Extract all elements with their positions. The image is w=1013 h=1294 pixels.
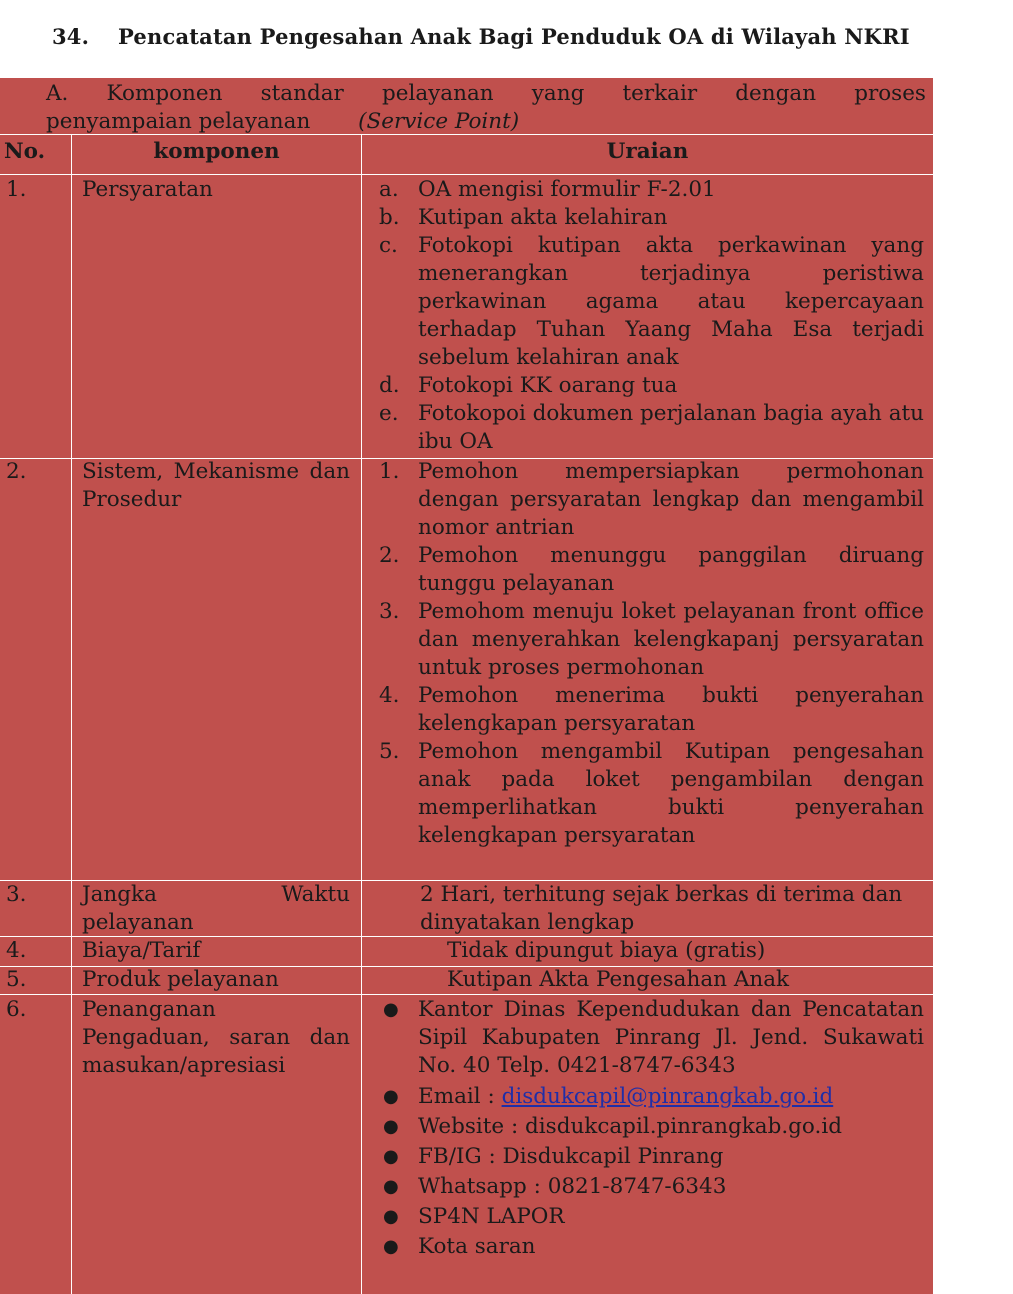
row-3-no: 3.	[6, 882, 27, 907]
row-1-no: 1.	[6, 177, 27, 202]
row-3-komponen: Jangka Waktu pelayanan	[82, 882, 350, 935]
list-item: b. Kutipan akta kelahiran	[379, 205, 668, 230]
bullet-icon: ●	[383, 1146, 399, 1167]
list-item: ● FB/IG : Disdukcapil Pinrang	[379, 1143, 924, 1171]
row-5-uraian: Kutipan Akta Pengesahan Anak	[447, 967, 790, 992]
grid-line	[0, 134, 933, 135]
header-komponen: komponen	[153, 139, 280, 164]
row-6-uraian	[379, 996, 924, 1261]
bullet-icon: ●	[383, 1176, 399, 1197]
row-6-komponen: Penanganan Pengaduan, saran dan masukan/apresiasi	[82, 997, 350, 1078]
service-table	[0, 78, 933, 1294]
list-item: a. OA mengisi formulir F-2.01	[379, 177, 716, 202]
bullet-icon: ●	[383, 1086, 399, 1107]
list-item: c. Fotokopi kutipan akta perkawinan yang menerangkan terjadinya peristiwa perkawinan agama atau kepercayaan terhadap Tuhan Yaang Maha Esa terjadi sebelum kelahiran anak	[379, 233, 924, 370]
list-item: 4. Pemohon menerima bukti penyerahan kelengkapan persyaratan	[379, 683, 924, 736]
bullet-icon: ●	[383, 1206, 399, 1227]
list-item: ● SP4N LAPOR	[379, 1203, 924, 1231]
title-number: 34.	[52, 24, 90, 49]
row-3-uraian: 2 Hari, terhitung sejak berkas di terima dan dinyatakan lengkap	[420, 882, 903, 935]
row-5-no: 5.	[6, 967, 27, 992]
list-item: 1. Pemohon mempersiapkan permohonan dengan persyaratan lengkap dan mengambil nomor antrian	[379, 459, 924, 540]
list-item: ● Kota saran	[379, 1233, 924, 1261]
row-1-uraian	[379, 176, 924, 456]
list-item: ● Kantor Dinas Kependudukan dan Pencatatan Sipil Kabupaten Pinrang Jl. Jend. Sukawati No. 40 Telp. 0421-8747-6343	[379, 996, 924, 1080]
bullet-icon: ●	[383, 1116, 399, 1137]
grid-line	[0, 994, 933, 995]
list-item: ● Email : disdukcapil@pinrangkab.go.id	[379, 1083, 924, 1111]
list-item: 2. Pemohon menunggu panggilan diruang tunggu pelayanan	[379, 543, 924, 596]
row-4-no: 4.	[6, 938, 27, 963]
grid-line	[361, 135, 362, 1294]
row-4-uraian: Tidak dipungut biaya (gratis)	[447, 938, 766, 963]
list-item: ● Website : disdukcapil.pinrangkab.go.id	[379, 1113, 924, 1141]
list-item: d. Fotokopi KK oarang tua	[379, 373, 678, 398]
list-item: e. Fotokopoi dokumen perjalanan bagia ayah atu ibu OA	[379, 401, 924, 454]
header-uraian: Uraian	[606, 139, 689, 164]
row-5-komponen: Produk pelayanan	[82, 967, 279, 992]
row-4-komponen: Biaya/Tarif	[82, 938, 201, 963]
section-heading-line2: penyampaian pelayanan (Service Point)	[46, 109, 520, 134]
grid-line	[0, 174, 933, 175]
email-link[interactable]: disdukcapil@pinrangkab.go.id	[501, 1084, 834, 1109]
bullet-icon: ●	[383, 999, 399, 1020]
title-text: Pencatatan Pengesahan Anak Bagi Penduduk OA di Wilayah NKRI	[118, 24, 910, 49]
page-title	[52, 24, 910, 49]
row-2-komponen: Sistem, Mekanisme dan Prosedur	[82, 459, 350, 512]
row-6-no: 6.	[6, 997, 27, 1022]
bullet-icon: ●	[383, 1236, 399, 1257]
row-2-no: 2.	[6, 459, 27, 484]
list-item: 5. Pemohon mengambil Kutipan pengesahan anak pada loket pengambilan dengan memperlihatkan bukti penyerahan kelengkapan persyaratan	[379, 739, 924, 848]
section-heading	[46, 80, 926, 136]
header-no: No.	[4, 139, 46, 164]
grid-line	[71, 135, 72, 1294]
section-heading-line1: A. Komponen standar pelayanan yang terkair dengan proses	[46, 81, 926, 106]
row-1-komponen: Persyaratan	[82, 177, 213, 202]
row-2-uraian	[379, 458, 924, 850]
list-item: 3. Pemohom menuju loket pelayanan front office dan menyerahkan kelengkapanj persyaratan untuk proses permohonan	[379, 599, 924, 680]
list-item: ● Whatsapp : 0821-8747-6343	[379, 1173, 924, 1201]
